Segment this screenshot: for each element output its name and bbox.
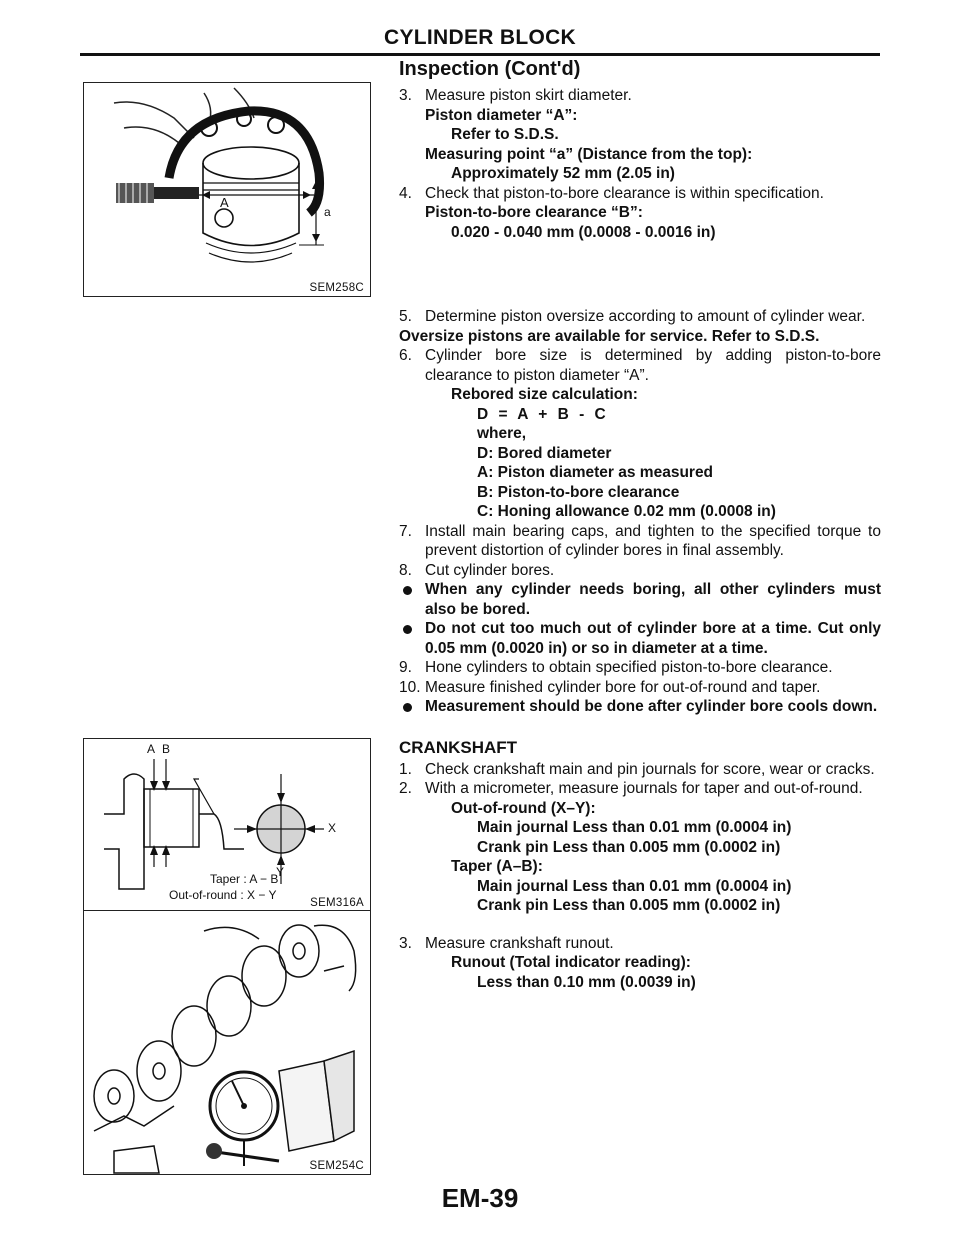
label-X: X: [328, 821, 337, 835]
label-Y: Y: [276, 865, 285, 879]
def-b: B: Piston-to-bore clearance: [477, 483, 680, 501]
figure-code: SEM316A: [310, 897, 364, 909]
spec-piston-diameter: Piston diameter “A”:: [425, 106, 578, 124]
section-title: Inspection (Cont'd): [399, 58, 581, 80]
spec-approx-52mm: Approximately 52 mm (2.05 in): [451, 165, 675, 182]
where-label: where,: [477, 425, 527, 442]
label-A: A: [147, 742, 156, 756]
figure-code: SEM258C: [309, 282, 364, 294]
steps-top: [399, 86, 881, 242]
oor-pin: Crank pin Less than 0.005 mm (0.0002 in): [477, 838, 781, 856]
bullet-cut-limit: Do not cut too much out of cylinder bore at a time. Cut only 0.05 mm (0.0020 in) or so in diameter at a time.: [399, 619, 881, 658]
bullet-measure-cool: Measurement should be done after cylinder bore cools down.: [399, 697, 881, 717]
rebored-title: Rebored size calculation:: [451, 386, 638, 403]
oversize-note: Oversize pistons are available for service. Refer to S.D.S.: [399, 327, 820, 345]
header-divider: [80, 53, 880, 56]
crankshaft-dial-indicator-illustration: [84, 911, 370, 1174]
def-c: C: Honing allowance 0.02 mm (0.0008 in): [477, 503, 776, 520]
steps-middle: [399, 307, 881, 717]
page-number: EM-39: [441, 1183, 519, 1213]
crankshaft-section: [399, 738, 881, 992]
figure-piston-measurement: [83, 82, 371, 297]
step-3: 3. Measure piston skirt diameter.: [399, 87, 632, 104]
def-d: D: Bored diameter: [477, 444, 612, 462]
dimension-label-A: A: [220, 195, 229, 210]
figure-code: SEM254C: [309, 1160, 364, 1172]
step-10: 10. Measure finished cylinder bore for out-of-round and taper.: [399, 678, 821, 696]
def-a: A: Piston diameter as measured: [477, 464, 714, 481]
bullet-boring-all: When any cylinder needs boring, all other cylinders must also be bored.: [399, 580, 881, 619]
step-4: 4. Check that piston-to-bore clearance is within specification.: [399, 184, 824, 202]
dimension-label-a: a: [324, 205, 331, 219]
runout-value: Less than 0.10 mm (0.0039 in): [477, 973, 696, 991]
step-9: 9. Hone cylinders to obtain specified piston-to-bore clearance.: [399, 659, 833, 676]
taper-main: Main journal Less than 0.01 mm (0.0004 in): [477, 877, 792, 895]
crank-step-3: 3. Measure crankshaft runout.: [399, 934, 614, 952]
spec-refer-sds: Refer to S.D.S.: [451, 126, 559, 143]
bullet-dot: [403, 703, 412, 712]
spec-measuring-point: Measuring point “a” (Distance from the top):: [425, 145, 753, 163]
step-5: 5. Determine piston oversize according to amount of cylinder wear.: [399, 308, 866, 325]
step-7: 7. Install main bearing caps, and tighten to the specified torque to prevent distortion of cylinder bores in final assembly.: [399, 522, 881, 559]
step-6: 6. Cylinder bore size is determined by adding piston-to-bore clearance to piston diameter “A”.: [399, 347, 881, 384]
crankshaft-title: CRANKSHAFT: [399, 738, 518, 757]
spec-clearance-value: 0.020 - 0.040 mm (0.0008 - 0.0016 in): [451, 223, 716, 241]
crank-step-1: 1. Check crankshaft main and pin journals for score, wear or cracks.: [399, 760, 875, 778]
crank-step-2: 2. With a micrometer, measure journals for taper and out-of-round.: [399, 780, 863, 797]
figure-crankshaft-runout: [83, 910, 371, 1175]
spec-piston-bore-clearance: Piston-to-bore clearance “B”:: [425, 204, 643, 221]
formula: D = A + B - C: [477, 405, 606, 423]
bullet-dot: [403, 625, 412, 634]
bullet-dot: [403, 586, 412, 595]
piston-micrometer-illustration: [84, 83, 370, 296]
taper-pin: Crank pin Less than 0.005 mm (0.0002 in): [477, 897, 781, 914]
oor-main: Main journal Less than 0.01 mm (0.0004 in): [477, 819, 792, 836]
taper-legend: Taper : A − B: [210, 872, 279, 886]
runout-title: Runout (Total indicator reading):: [451, 954, 691, 971]
out-of-round-legend: Out-of-round : X − Y: [169, 888, 277, 902]
figure-journal-taper: [83, 738, 371, 911]
step-8: 8. Cut cylinder bores.: [399, 561, 555, 579]
oor-title: Out-of-round (X–Y):: [451, 799, 596, 817]
label-B: B: [162, 742, 171, 756]
page-header-title: CYLINDER BLOCK: [383, 26, 577, 49]
taper-title: Taper (A–B):: [451, 858, 543, 875]
